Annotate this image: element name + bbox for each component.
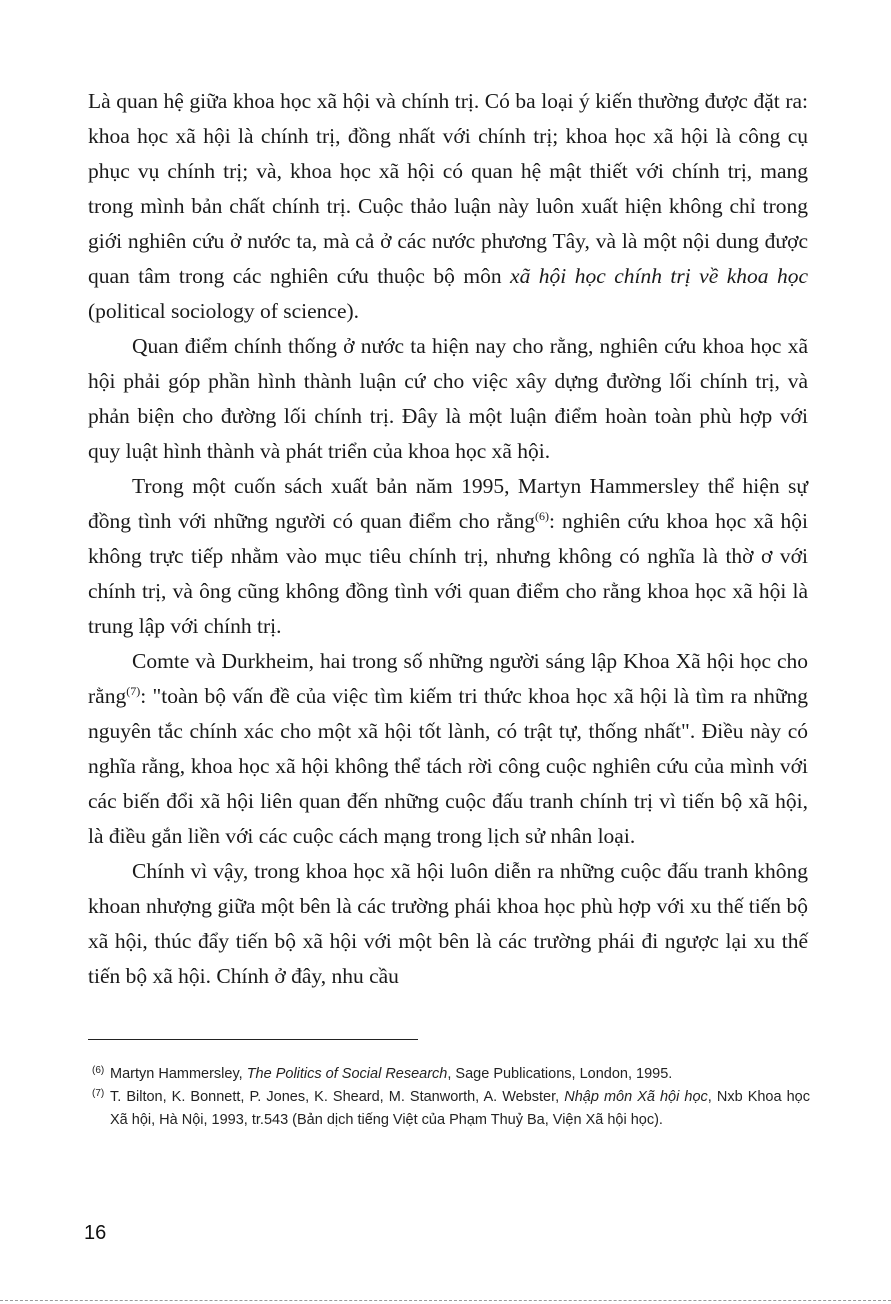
main-text: [88, 84, 808, 994]
paragraph-4: [88, 644, 808, 854]
footnote-mark: (7): [92, 1088, 105, 1099]
footnote-title: The Politics of Social Research: [246, 1066, 448, 1082]
footnote-7: [92, 1086, 810, 1132]
page-bottom-edge: [0, 1300, 891, 1301]
footnote-divider: [88, 1039, 418, 1040]
italic-term: xã hội học chính trị về khoa học: [510, 264, 809, 288]
footnote-text: , Nxb Khoa học Xã hội, Hà Nội, 1993, tr.543 (Bản dịch tiếng Việt của Phạm Thuỷ Ba, Viện Xã hội học).: [110, 1089, 810, 1128]
paragraph-text: : nghiên cứu khoa học xã hội không trực tiếp nhằm vào mục tiêu chính trị, nhưng không có nghĩa là thờ ơ với chính trị, và ông cũng không đồng tình với quan điểm cho rằng khoa học xã hội là trung lập với chính trị.: [88, 509, 808, 638]
footnote-text: T. Bilton, K. Bonnett, P. Jones, K. Sheard, M. Stanworth, A. Webster,: [110, 1089, 565, 1105]
footnote-6: [92, 1063, 810, 1086]
footnotes: [92, 1063, 810, 1132]
paragraph-text: Comte và Durkheim, hai trong số những người sáng lập Khoa Xã hội học cho rằng: [88, 649, 808, 708]
paragraph-3: [88, 469, 808, 644]
footnote-reference[interactable]: (6): [534, 508, 549, 523]
paragraph-2: [88, 329, 808, 469]
paragraph-text: Chính vì vậy, trong khoa học xã hội luôn diễn ra những cuộc đấu tranh không khoan nhượng giữa một bên là các trường phái khoa học phù hợp với xu thế tiến bộ xã hội, thúc đẩy tiến bộ xã hội với một bên là các trường phái đi ngược lại xu thế tiến bộ xã hội. Chính ở đây, nhu cầu: [88, 859, 808, 988]
paragraph-text: Quan điểm chính thống ở nước ta hiện nay cho rằng, nghiên cứu khoa học xã hội phải góp phần hình thành luận cứ cho việc xây dựng đường lối chính trị, và phản biện cho đường lối chính trị. Đây là một luận điểm hoàn toàn phù hợp với quy luật hình thành và phát triển của khoa học xã hội.: [88, 334, 808, 463]
footnote-mark: (6): [92, 1065, 105, 1076]
paragraph-1: [88, 84, 808, 329]
page-number: 16: [84, 1222, 107, 1244]
footnote-reference[interactable]: (7): [126, 683, 141, 698]
paragraph-text: (political sociology of science).: [88, 299, 360, 323]
footnote-title: Nhập môn Xã hội học: [564, 1089, 708, 1105]
paragraph-text: Là quan hệ giữa khoa học xã hội và chính trị. Có ba loại ý kiến thường được đặt ra: khoa học xã hội là chính trị, đồng nhất với chính trị; khoa học xã hội là công cụ phục vụ chính trị; và, khoa học xã hội có quan hệ mật thiết với chính trị, mang trong mình bản chất chính trị. Cuộc thảo luận này luôn xuất hiện không chỉ trong giới nghiên cứu ở nước ta, mà cả ở các nước phương Tây, và là một nội dung được quan tâm trong các nghiên cứu thuộc bộ môn: [88, 89, 808, 288]
footnote-text: Martyn Hammersley,: [110, 1066, 247, 1082]
paragraph-text: : "toàn bộ vấn đề của việc tìm kiếm tri thức khoa học xã hội là tìm ra những nguyên tắc chính xác cho một xã hội tốt lành, có trật tự, thống nhất". Điều này có nghĩa rằng, khoa học xã hội không thể tách rời công cuộc nghiên cứu của mình với các biến đổi xã hội liên quan đến những cuộc đấu tranh chính trị vì tiến bộ xã hội, là điều gắn liền với các cuộc cách mạng trong lịch sử nhân loại.: [88, 684, 808, 848]
footnote-text: , Sage Publications, London, 1995.: [447, 1066, 673, 1082]
paragraph-text: Trong một cuốn sách xuất bản năm 1995, Martyn Hammersley thể hiện sự đồng tình với những người có quan điểm cho rằng: [88, 474, 808, 533]
paragraph-5: [88, 854, 808, 994]
